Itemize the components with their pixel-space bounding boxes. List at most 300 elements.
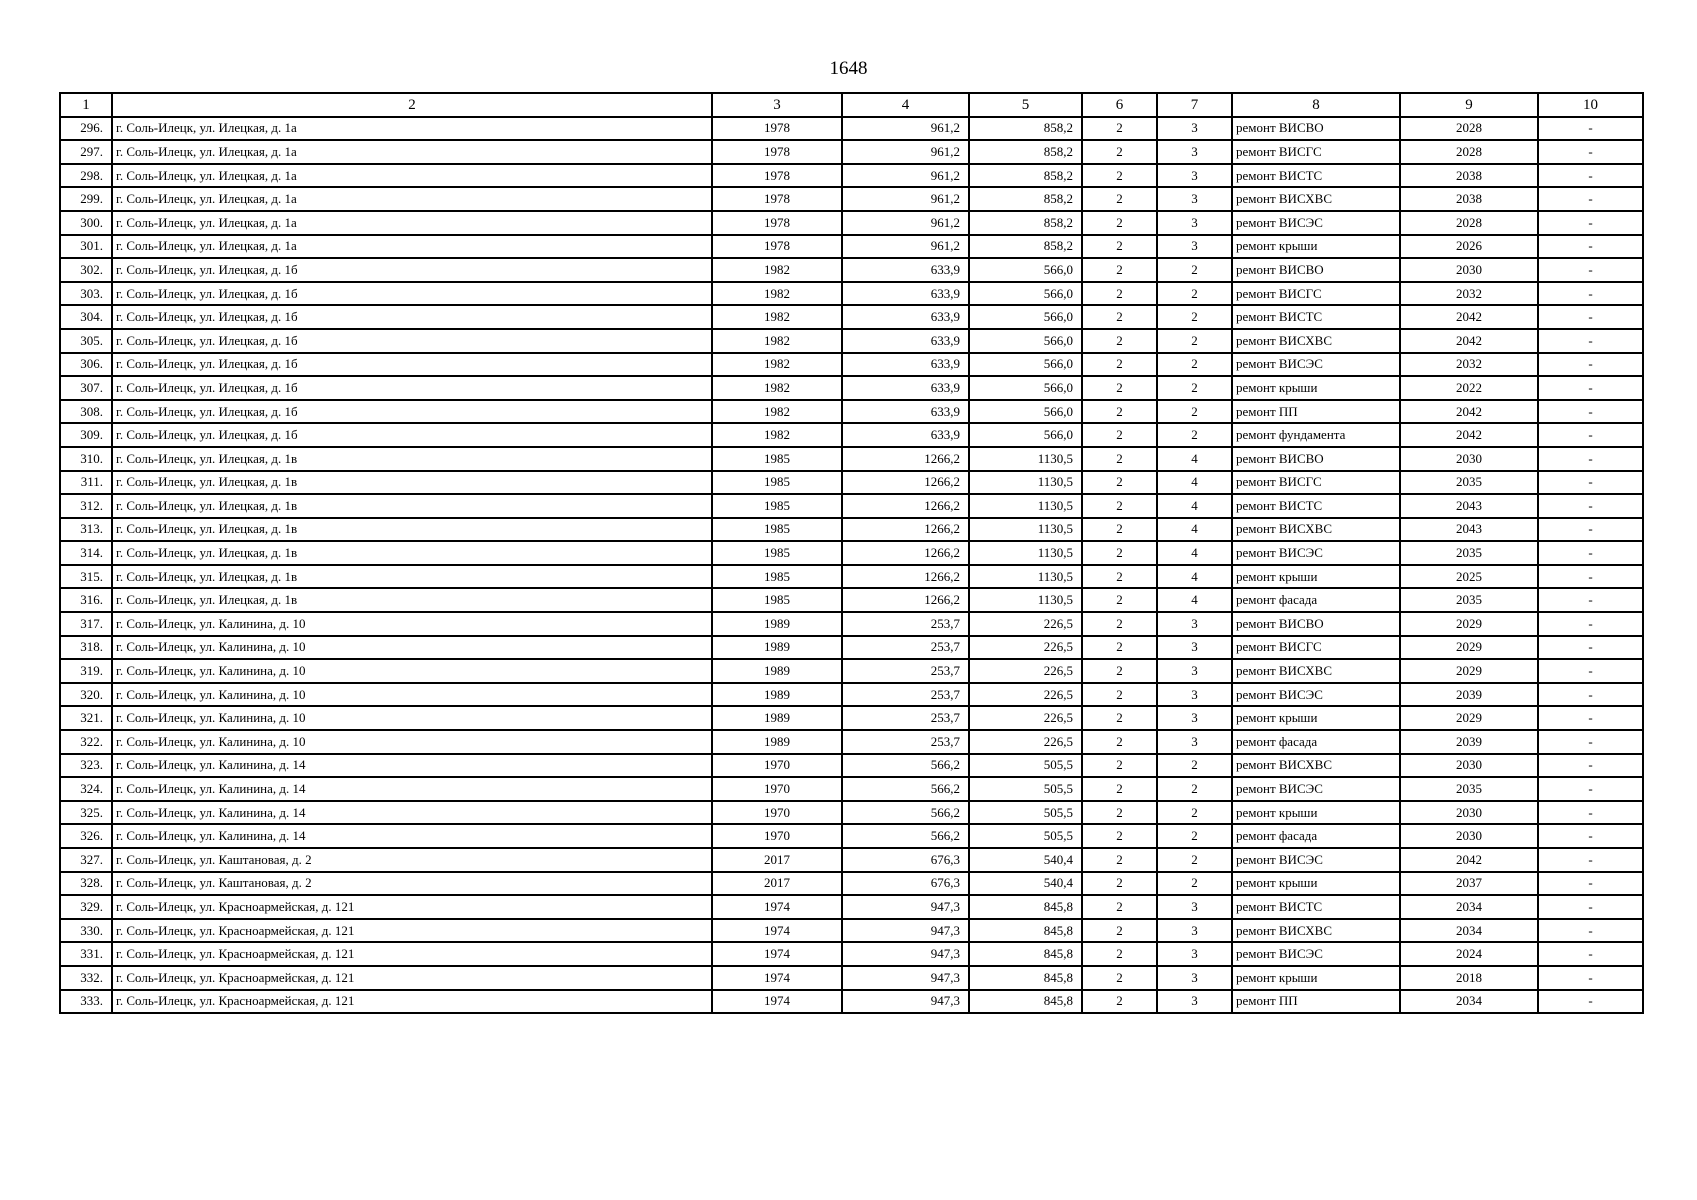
planned-year: 2042 [1400, 329, 1538, 353]
living-area: 226,5 [969, 612, 1082, 636]
table-row [60, 282, 1643, 306]
col-7-value: 3 [1157, 612, 1232, 636]
work-type: ремонт ВИСВО [1232, 612, 1400, 636]
year-built: 1982 [712, 376, 842, 400]
living-area: 226,5 [969, 659, 1082, 683]
year-built: 1985 [712, 518, 842, 542]
total-area: 1266,2 [842, 518, 969, 542]
table-row [60, 329, 1643, 353]
work-type: ремонт фасада [1232, 824, 1400, 848]
total-area: 947,3 [842, 990, 969, 1014]
table-row [60, 235, 1643, 259]
planned-year: 2022 [1400, 376, 1538, 400]
col-7-value: 4 [1157, 494, 1232, 518]
living-area: 858,2 [969, 187, 1082, 211]
year-built: 2017 [712, 872, 842, 896]
col-10-value: - [1538, 164, 1643, 188]
col-10-value: - [1538, 353, 1643, 377]
col-7-value: 2 [1157, 872, 1232, 896]
total-area: 947,3 [842, 895, 969, 919]
year-built: 2017 [712, 848, 842, 872]
col-10-value: - [1538, 730, 1643, 754]
row-number: 323. [60, 754, 112, 778]
table-row [60, 966, 1643, 990]
col-10-value: - [1538, 777, 1643, 801]
living-area: 845,8 [969, 942, 1082, 966]
year-built: 1974 [712, 919, 842, 943]
planned-year: 2035 [1400, 588, 1538, 612]
address: г. Соль-Илецк, ул. Илецкая, д. 1в [112, 565, 712, 589]
year-built: 1970 [712, 801, 842, 825]
address: г. Соль-Илецк, ул. Илецкая, д. 1в [112, 588, 712, 612]
year-built: 1989 [712, 612, 842, 636]
total-area: 633,9 [842, 376, 969, 400]
row-number: 310. [60, 447, 112, 471]
table-row [60, 872, 1643, 896]
address: г. Соль-Илецк, ул. Калинина, д. 14 [112, 824, 712, 848]
address: г. Соль-Илецк, ул. Калинина, д. 14 [112, 801, 712, 825]
column-header: 5 [969, 93, 1082, 117]
work-type: ремонт ВИСЭС [1232, 848, 1400, 872]
col-10-value: - [1538, 187, 1643, 211]
table-row [60, 211, 1643, 235]
year-built: 1978 [712, 187, 842, 211]
living-area: 858,2 [969, 117, 1082, 141]
planned-year: 2018 [1400, 966, 1538, 990]
address: г. Соль-Илецк, ул. Красноармейская, д. 121 [112, 990, 712, 1014]
total-area: 253,7 [842, 659, 969, 683]
col-6-value: 2 [1082, 423, 1157, 447]
living-area: 226,5 [969, 730, 1082, 754]
planned-year: 2030 [1400, 258, 1538, 282]
row-number: 297. [60, 140, 112, 164]
row-number: 330. [60, 919, 112, 943]
planned-year: 2039 [1400, 730, 1538, 754]
work-type: ремонт ВИСЭС [1232, 942, 1400, 966]
col-10-value: - [1538, 612, 1643, 636]
living-area: 1130,5 [969, 565, 1082, 589]
total-area: 676,3 [842, 872, 969, 896]
col-10-value: - [1538, 282, 1643, 306]
col-10-value: - [1538, 423, 1643, 447]
planned-year: 2034 [1400, 895, 1538, 919]
total-area: 961,2 [842, 117, 969, 141]
col-7-value: 3 [1157, 990, 1232, 1014]
address: г. Соль-Илецк, ул. Калинина, д. 10 [112, 612, 712, 636]
table-row [60, 187, 1643, 211]
address: г. Соль-Илецк, ул. Илецкая, д. 1а [112, 140, 712, 164]
year-built: 1989 [712, 683, 842, 707]
year-built: 1989 [712, 636, 842, 660]
year-built: 1978 [712, 164, 842, 188]
col-7-value: 2 [1157, 777, 1232, 801]
total-area: 566,2 [842, 801, 969, 825]
living-area: 858,2 [969, 211, 1082, 235]
address: г. Соль-Илецк, ул. Красноармейская, д. 121 [112, 966, 712, 990]
living-area: 505,5 [969, 801, 1082, 825]
living-area: 566,0 [969, 400, 1082, 424]
col-6-value: 2 [1082, 235, 1157, 259]
col-7-value: 3 [1157, 636, 1232, 660]
address: г. Соль-Илецк, ул. Илецкая, д. 1в [112, 494, 712, 518]
address: г. Соль-Илецк, ул. Илецкая, д. 1а [112, 187, 712, 211]
work-type: ремонт крыши [1232, 565, 1400, 589]
col-6-value: 2 [1082, 919, 1157, 943]
col-7-value: 3 [1157, 942, 1232, 966]
table-row [60, 848, 1643, 872]
year-built: 1982 [712, 329, 842, 353]
table-row [60, 588, 1643, 612]
col-7-value: 2 [1157, 305, 1232, 329]
table-row [60, 919, 1643, 943]
col-6-value: 2 [1082, 353, 1157, 377]
year-built: 1970 [712, 754, 842, 778]
work-type: ремонт ВИСВО [1232, 117, 1400, 141]
table-row [60, 683, 1643, 707]
row-number: 327. [60, 848, 112, 872]
col-6-value: 2 [1082, 400, 1157, 424]
row-number: 303. [60, 282, 112, 306]
address: г. Соль-Илецк, ул. Калинина, д. 10 [112, 683, 712, 707]
living-area: 566,0 [969, 305, 1082, 329]
work-type: ремонт ВИСГС [1232, 636, 1400, 660]
row-number: 299. [60, 187, 112, 211]
col-6-value: 2 [1082, 612, 1157, 636]
col-10-value: - [1538, 588, 1643, 612]
total-area: 633,9 [842, 353, 969, 377]
col-6-value: 2 [1082, 942, 1157, 966]
col-6-value: 2 [1082, 541, 1157, 565]
planned-year: 2029 [1400, 636, 1538, 660]
col-10-value: - [1538, 305, 1643, 329]
living-area: 1130,5 [969, 494, 1082, 518]
living-area: 858,2 [969, 140, 1082, 164]
table-header-row [60, 93, 1643, 117]
row-number: 315. [60, 565, 112, 589]
row-number: 312. [60, 494, 112, 518]
col-6-value: 2 [1082, 895, 1157, 919]
living-area: 845,8 [969, 895, 1082, 919]
col-7-value: 3 [1157, 659, 1232, 683]
total-area: 566,2 [842, 754, 969, 778]
total-area: 1266,2 [842, 447, 969, 471]
col-10-value: - [1538, 117, 1643, 141]
planned-year: 2024 [1400, 942, 1538, 966]
column-header: 1 [60, 93, 112, 117]
table-row [60, 423, 1643, 447]
col-7-value: 2 [1157, 848, 1232, 872]
total-area: 1266,2 [842, 541, 969, 565]
row-number: 313. [60, 518, 112, 542]
planned-year: 2025 [1400, 565, 1538, 589]
year-built: 1978 [712, 140, 842, 164]
table-row [60, 117, 1643, 141]
table-body [60, 117, 1643, 1014]
address: г. Соль-Илецк, ул. Илецкая, д. 1в [112, 541, 712, 565]
work-type: ремонт ВИСТС [1232, 895, 1400, 919]
col-6-value: 2 [1082, 211, 1157, 235]
work-type: ремонт ВИСХВС [1232, 329, 1400, 353]
col-7-value: 3 [1157, 140, 1232, 164]
col-10-value: - [1538, 400, 1643, 424]
address: г. Соль-Илецк, ул. Илецкая, д. 1а [112, 164, 712, 188]
total-area: 633,9 [842, 282, 969, 306]
address: г. Соль-Илецк, ул. Калинина, д. 10 [112, 730, 712, 754]
year-built: 1989 [712, 730, 842, 754]
row-number: 333. [60, 990, 112, 1014]
total-area: 253,7 [842, 706, 969, 730]
col-6-value: 2 [1082, 376, 1157, 400]
col-10-value: - [1538, 895, 1643, 919]
col-10-value: - [1538, 376, 1643, 400]
year-built: 1982 [712, 282, 842, 306]
row-number: 324. [60, 777, 112, 801]
row-number: 321. [60, 706, 112, 730]
planned-year: 2032 [1400, 282, 1538, 306]
year-built: 1982 [712, 305, 842, 329]
living-area: 566,0 [969, 258, 1082, 282]
col-6-value: 2 [1082, 777, 1157, 801]
planned-year: 2035 [1400, 471, 1538, 495]
col-6-value: 2 [1082, 494, 1157, 518]
table-row [60, 754, 1643, 778]
col-6-value: 2 [1082, 636, 1157, 660]
year-built: 1978 [712, 211, 842, 235]
table-row [60, 494, 1643, 518]
col-7-value: 3 [1157, 895, 1232, 919]
col-10-value: - [1538, 754, 1643, 778]
planned-year: 2034 [1400, 990, 1538, 1014]
work-type: ремонт ВИСГС [1232, 140, 1400, 164]
col-7-value: 2 [1157, 824, 1232, 848]
row-number: 298. [60, 164, 112, 188]
col-10-value: - [1538, 966, 1643, 990]
living-area: 1130,5 [969, 447, 1082, 471]
address: г. Соль-Илецк, ул. Илецкая, д. 1а [112, 211, 712, 235]
col-10-value: - [1538, 541, 1643, 565]
row-number: 316. [60, 588, 112, 612]
work-type: ремонт ВИСЭС [1232, 211, 1400, 235]
repair-schedule-table [59, 92, 1644, 1014]
year-built: 1985 [712, 447, 842, 471]
planned-year: 2042 [1400, 848, 1538, 872]
col-7-value: 3 [1157, 164, 1232, 188]
total-area: 566,2 [842, 824, 969, 848]
total-area: 633,9 [842, 400, 969, 424]
year-built: 1985 [712, 471, 842, 495]
col-6-value: 2 [1082, 683, 1157, 707]
col-6-value: 2 [1082, 258, 1157, 282]
total-area: 1266,2 [842, 588, 969, 612]
col-6-value: 2 [1082, 447, 1157, 471]
total-area: 947,3 [842, 966, 969, 990]
planned-year: 2043 [1400, 494, 1538, 518]
row-number: 332. [60, 966, 112, 990]
row-number: 317. [60, 612, 112, 636]
planned-year: 2029 [1400, 659, 1538, 683]
column-header: 10 [1538, 93, 1643, 117]
row-number: 296. [60, 117, 112, 141]
living-area: 505,5 [969, 754, 1082, 778]
year-built: 1989 [712, 706, 842, 730]
col-7-value: 3 [1157, 117, 1232, 141]
planned-year: 2029 [1400, 706, 1538, 730]
living-area: 845,8 [969, 990, 1082, 1014]
col-10-value: - [1538, 258, 1643, 282]
row-number: 320. [60, 683, 112, 707]
address: г. Соль-Илецк, ул. Илецкая, д. 1а [112, 235, 712, 259]
work-type: ремонт ВИСЭС [1232, 683, 1400, 707]
year-built: 1970 [712, 777, 842, 801]
address: г. Соль-Илецк, ул. Каштановая, д. 2 [112, 872, 712, 896]
col-10-value: - [1538, 942, 1643, 966]
table-row [60, 400, 1643, 424]
work-type: ремонт крыши [1232, 235, 1400, 259]
col-10-value: - [1538, 636, 1643, 660]
col-6-value: 2 [1082, 117, 1157, 141]
total-area: 961,2 [842, 187, 969, 211]
col-7-value: 3 [1157, 235, 1232, 259]
planned-year: 2037 [1400, 872, 1538, 896]
work-type: ремонт фасада [1232, 588, 1400, 612]
planned-year: 2026 [1400, 235, 1538, 259]
row-number: 331. [60, 942, 112, 966]
row-number: 304. [60, 305, 112, 329]
row-number: 329. [60, 895, 112, 919]
col-10-value: - [1538, 990, 1643, 1014]
col-10-value: - [1538, 872, 1643, 896]
column-header: 7 [1157, 93, 1232, 117]
address: г. Соль-Илецк, ул. Илецкая, д. 1б [112, 400, 712, 424]
col-7-value: 3 [1157, 211, 1232, 235]
year-built: 1974 [712, 942, 842, 966]
row-number: 301. [60, 235, 112, 259]
col-7-value: 3 [1157, 706, 1232, 730]
table-row [60, 471, 1643, 495]
work-type: ремонт крыши [1232, 966, 1400, 990]
year-built: 1982 [712, 423, 842, 447]
total-area: 253,7 [842, 683, 969, 707]
year-built: 1982 [712, 353, 842, 377]
col-7-value: 4 [1157, 518, 1232, 542]
address: г. Соль-Илецк, ул. Красноармейская, д. 121 [112, 895, 712, 919]
col-6-value: 2 [1082, 872, 1157, 896]
work-type: ремонт крыши [1232, 872, 1400, 896]
total-area: 961,2 [842, 211, 969, 235]
address: г. Соль-Илецк, ул. Калинина, д. 14 [112, 777, 712, 801]
table-row [60, 636, 1643, 660]
address: г. Соль-Илецк, ул. Калинина, д. 10 [112, 659, 712, 683]
col-6-value: 2 [1082, 565, 1157, 589]
work-type: ремонт крыши [1232, 376, 1400, 400]
work-type: ремонт ВИСХВС [1232, 659, 1400, 683]
address: г. Соль-Илецк, ул. Илецкая, д. 1в [112, 518, 712, 542]
col-10-value: - [1538, 659, 1643, 683]
work-type: ремонт крыши [1232, 801, 1400, 825]
col-10-value: - [1538, 494, 1643, 518]
living-area: 226,5 [969, 636, 1082, 660]
address: г. Соль-Илецк, ул. Илецкая, д. 1б [112, 329, 712, 353]
col-10-value: - [1538, 801, 1643, 825]
row-number: 306. [60, 353, 112, 377]
col-10-value: - [1538, 518, 1643, 542]
address: г. Соль-Илецк, ул. Илецкая, д. 1б [112, 376, 712, 400]
living-area: 566,0 [969, 423, 1082, 447]
col-6-value: 2 [1082, 187, 1157, 211]
address: г. Соль-Илецк, ул. Илецкая, д. 1в [112, 471, 712, 495]
living-area: 858,2 [969, 235, 1082, 259]
row-number: 305. [60, 329, 112, 353]
planned-year: 2028 [1400, 140, 1538, 164]
col-6-value: 2 [1082, 471, 1157, 495]
planned-year: 2028 [1400, 117, 1538, 141]
address: г. Соль-Илецк, ул. Илецкая, д. 1а [112, 117, 712, 141]
total-area: 961,2 [842, 164, 969, 188]
col-6-value: 2 [1082, 801, 1157, 825]
table-row [60, 777, 1643, 801]
column-header: 8 [1232, 93, 1400, 117]
col-7-value: 4 [1157, 541, 1232, 565]
table-row [60, 895, 1643, 919]
work-type: ремонт ВИСГС [1232, 282, 1400, 306]
living-area: 845,8 [969, 966, 1082, 990]
col-7-value: 2 [1157, 376, 1232, 400]
work-type: ремонт фундамента [1232, 423, 1400, 447]
year-built: 1970 [712, 824, 842, 848]
address: г. Соль-Илецк, ул. Красноармейская, д. 121 [112, 919, 712, 943]
col-10-value: - [1538, 235, 1643, 259]
col-7-value: 2 [1157, 801, 1232, 825]
column-header: 9 [1400, 93, 1538, 117]
col-10-value: - [1538, 683, 1643, 707]
col-6-value: 2 [1082, 848, 1157, 872]
address: г. Соль-Илецк, ул. Илецкая, д. 1б [112, 423, 712, 447]
address: г. Соль-Илецк, ул. Калинина, д. 14 [112, 754, 712, 778]
column-header: 4 [842, 93, 969, 117]
work-type: ремонт ПП [1232, 400, 1400, 424]
year-built: 1978 [712, 117, 842, 141]
year-built: 1982 [712, 258, 842, 282]
row-number: 328. [60, 872, 112, 896]
living-area: 566,0 [969, 376, 1082, 400]
total-area: 633,9 [842, 329, 969, 353]
planned-year: 2035 [1400, 777, 1538, 801]
work-type: ремонт крыши [1232, 706, 1400, 730]
table-row [60, 942, 1643, 966]
year-built: 1982 [712, 400, 842, 424]
total-area: 633,9 [842, 305, 969, 329]
work-type: ремонт фасада [1232, 730, 1400, 754]
total-area: 253,7 [842, 636, 969, 660]
living-area: 505,5 [969, 777, 1082, 801]
living-area: 845,8 [969, 919, 1082, 943]
total-area: 253,7 [842, 730, 969, 754]
work-type: ремонт ВИСГС [1232, 471, 1400, 495]
row-number: 314. [60, 541, 112, 565]
table-row [60, 706, 1643, 730]
table-row [60, 659, 1643, 683]
row-number: 311. [60, 471, 112, 495]
total-area: 253,7 [842, 612, 969, 636]
work-type: ремонт ВИСХВС [1232, 187, 1400, 211]
col-10-value: - [1538, 447, 1643, 471]
total-area: 1266,2 [842, 494, 969, 518]
col-6-value: 2 [1082, 588, 1157, 612]
col-10-value: - [1538, 565, 1643, 589]
living-area: 226,5 [969, 683, 1082, 707]
work-type: ремонт ВИСТС [1232, 305, 1400, 329]
planned-year: 2029 [1400, 612, 1538, 636]
